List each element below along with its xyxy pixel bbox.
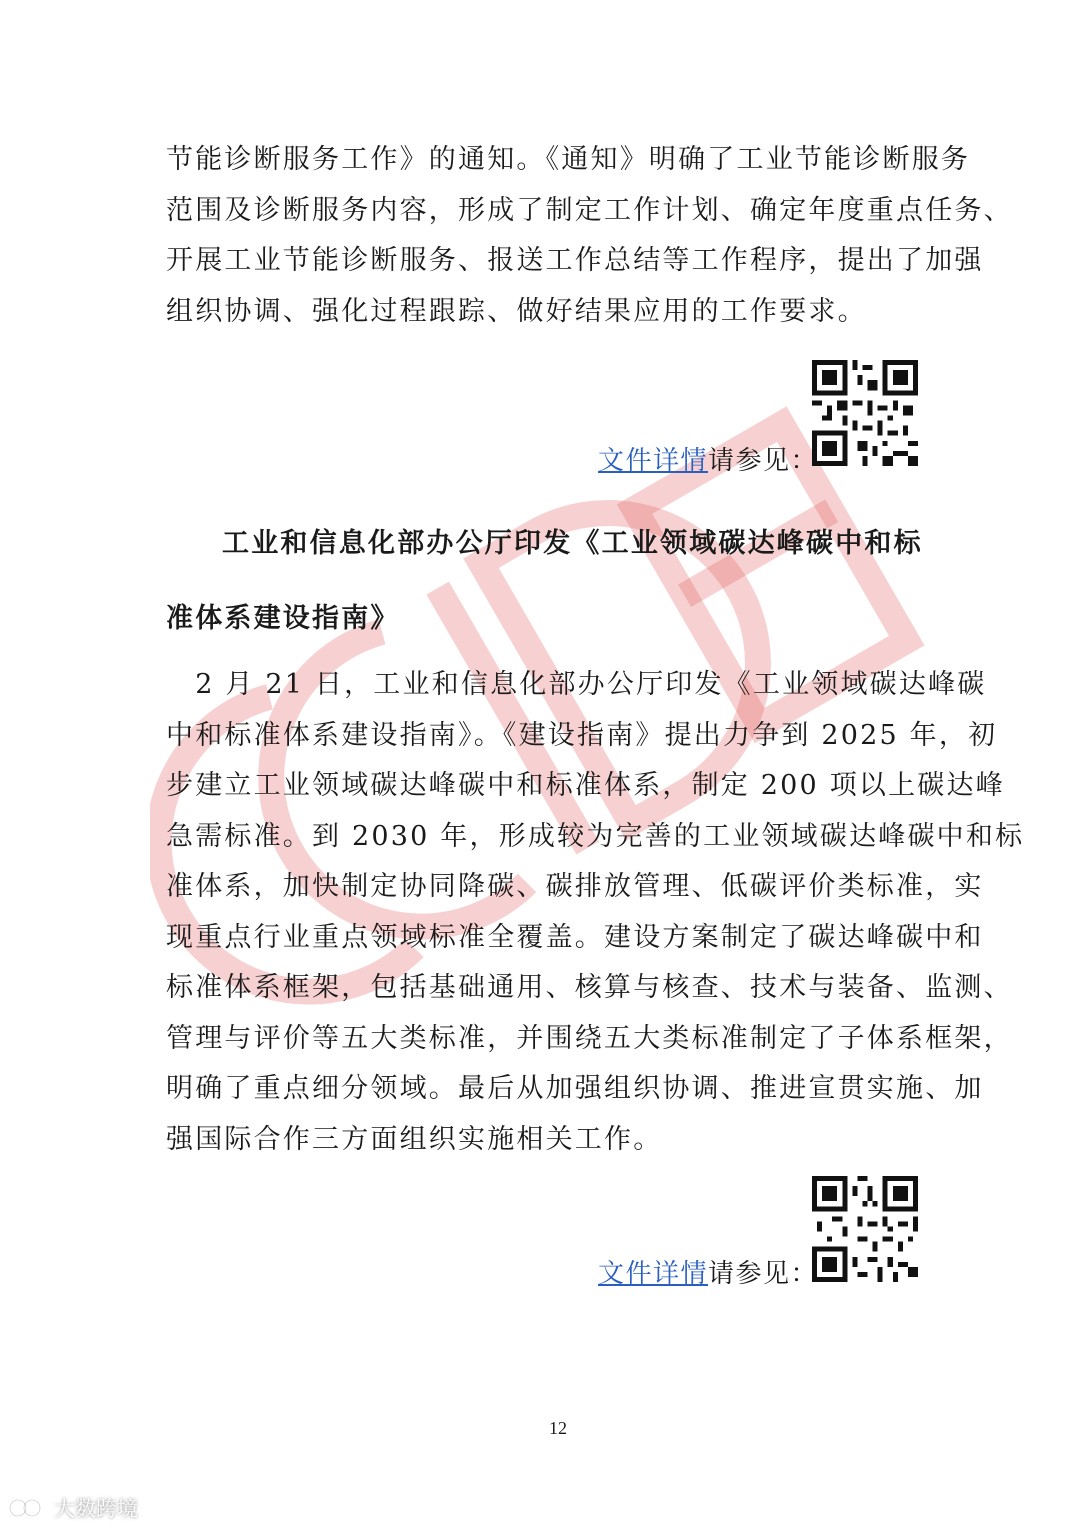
brand-watermark xyxy=(8,1493,138,1523)
paragraph-2 xyxy=(166,660,1025,1165)
paragraph-line: 步建立工业领域碳达峰碳中和标准体系，制定 200 项以上碳达峰 xyxy=(166,770,1005,801)
file-details-reference xyxy=(598,1253,818,1290)
paragraph-line: 开展工业节能诊断服务、报送工作总结等工作程序，提出了加强 xyxy=(166,245,984,276)
paragraph-line: 范围及诊断服务内容，形成了制定工作计划、确定年度重点任务、 xyxy=(166,194,1013,226)
paragraph-line: 2 月 21 日，工业和信息化部办公厅印发《工业领域碳达峰碳 xyxy=(166,669,987,700)
paragraph-line: 明确了重点细分领域。最后从加强组织协调、推进宣贯实施、加 xyxy=(166,1073,984,1104)
paragraph-1 xyxy=(166,135,1013,337)
section-title-line-2: 准体系建设指南》 xyxy=(166,603,400,634)
brand-logo-icon xyxy=(8,1496,48,1520)
file-details-link[interactable]: 文件详情 xyxy=(598,446,709,476)
reference-suffix: 请参见： xyxy=(708,1259,819,1289)
paragraph-line: 标准体系框架，包括基础通用、核算与核查、技术与装备、监测、 xyxy=(166,972,1013,1003)
reference-suffix: 请参见： xyxy=(708,446,819,476)
paragraph-line: 管理与评价等五大类标准，并围绕五大类标准制定了子体系框架， xyxy=(166,1022,1013,1054)
page-number: 12 xyxy=(549,1418,567,1438)
file-details-reference xyxy=(598,440,818,477)
paragraph-line: 中和标准体系建设指南》。《建设指南》提出力争到 2025 年，初 xyxy=(166,719,998,751)
section-title-line-1: 工业和信息化部办公厅印发《工业领域碳达峰碳中和标 xyxy=(222,528,923,559)
qr-code-icon[interactable] xyxy=(812,1176,918,1282)
paragraph-line: 现重点行业重点领域标准全覆盖。建设方案制定了碳达峰碳中和 xyxy=(166,921,984,953)
paragraph-line: 强国际合作三方面组织实施相关工作。 xyxy=(166,1123,663,1155)
paragraph-line: 组织协调、强化过程跟踪、做好结果应用的工作要求。 xyxy=(166,295,867,327)
paragraph-line: 急需标准。到 2030 年，形成较为完善的工业领域碳达峰碳中和标 xyxy=(166,820,1025,852)
brand-label: 大数跨境 xyxy=(54,1497,138,1521)
qr-code-icon[interactable] xyxy=(812,360,918,466)
file-details-link[interactable]: 文件详情 xyxy=(598,1259,709,1289)
paragraph-line: 准体系，加快制定协同降碳、碳排放管理、低碳评价类标准，实 xyxy=(166,871,984,902)
paragraph-line: 节能诊断服务工作》的通知。《通知》明确了工业节能诊断服务 xyxy=(166,144,971,175)
